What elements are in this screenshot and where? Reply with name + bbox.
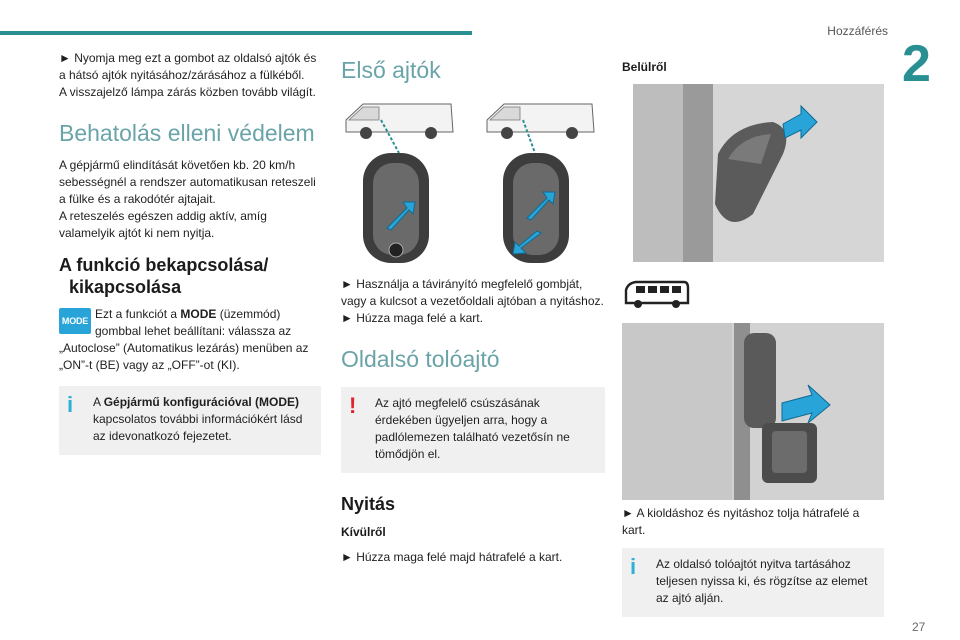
page-header-title: Hozzáférés [827, 24, 888, 38]
heading-sliding-door: Oldalsó tolóajtó [341, 346, 500, 372]
heading-toggle [59, 254, 321, 298]
heading-inside: Belülről [622, 60, 667, 74]
heading-toggle-line1: A funkció bekapcsolása/ [59, 255, 269, 275]
heading-protection: Behatolás elleni védelem [59, 120, 315, 146]
intro-text: ► Nyomja meg ezt a gombot az oldalsó ajtók és a hátsó ajtók nyitásához/zárásához a fülkéből. [59, 51, 317, 82]
van-icon [487, 104, 594, 139]
column-left [59, 50, 321, 455]
page-number: 27 [912, 620, 926, 634]
protection-text-1: A gépjármű elindítását követően kb. 20 km/h sebességnél a rendszer automatikusan reteszeli a fülke és a rakodótér ajtajait. [59, 158, 316, 206]
heading-outside: Kívülről [341, 525, 386, 539]
info-note-sliding-text: Az oldalsó tolóajtót nyitva tartásához teljesen nyissa ki, és rögzítse az elemet az ajtó alján. [656, 557, 868, 605]
front-text-2: ► Húzza maga felé a kart. [341, 311, 483, 325]
intro-text-2: A visszajelző lámpa zárás közben tovább világít. [59, 85, 316, 99]
warning-icon: ! [349, 393, 357, 418]
mode-icon: MODE [59, 308, 91, 334]
warning-note-text: Az ajtó megfelelő csúszásának érdekében ügyeljen arra, hogy a padlólemezen található vezetősín ne tömődjön el. [375, 396, 570, 461]
protection-text-2: A reteszelés egészen addig aktív, amíg valamelyik ajtót ki nem nyitja. [59, 209, 267, 240]
front-text-1: ► Használja a távirányító megfelelő gombját, vagy a kulcsot a vezetőoldali ajtóban a nyitáshoz. [341, 277, 604, 308]
toggle-paragraph [59, 306, 321, 374]
inside-text-block [622, 505, 884, 617]
van-icon [346, 104, 453, 139]
heading-toggle-line2: kikapcsolása [69, 277, 182, 297]
info-text-c: kapcsolatos további információkért lásd az idevonatkozó fejezetet. [93, 412, 303, 443]
header-accent-bar [0, 31, 472, 35]
inside-handle-image [633, 84, 884, 262]
chapter-number: 2 [902, 35, 931, 93]
door-handle-right [503, 153, 569, 263]
minibus-icon [622, 278, 692, 310]
door-handle-left [363, 153, 429, 263]
info-note-mode [59, 386, 321, 455]
column-right [622, 50, 884, 74]
sliding-door-handle-image [622, 323, 884, 500]
column-middle [341, 50, 605, 566]
warning-note [341, 387, 605, 473]
info-icon: i [630, 554, 637, 579]
sliding-handle-svg [622, 323, 884, 500]
heading-front-doors: Első ajtók [341, 57, 441, 83]
info-note-sliding [622, 548, 884, 617]
inside-handle-svg [633, 84, 884, 262]
info-icon: i [67, 392, 74, 417]
front-door-svg [341, 98, 605, 268]
front-door-illustrations [341, 98, 605, 268]
toggle-text-mode: MODE [180, 307, 217, 321]
info-note-text [69, 394, 311, 445]
inside-text: ► A kioldáshoz és nyitáshoz tolja hátrafelé a kart. [622, 506, 860, 537]
outside-text: ► Húzza maga felé majd hátrafelé a kart. [341, 550, 563, 564]
info-text-b: Gépjármű konfigurációval (MODE) [103, 395, 300, 409]
toggle-text-c: (üzemmód) gombbal lehet beállítani: válassza az „Autoclose” (Automatikus lezárás) menüben az „ON”-t (BE) vagy az „OFF”-ot (KI). [59, 307, 309, 372]
toggle-text-a: Ezt a funkciót a [95, 307, 181, 321]
heading-opening: Nyitás [341, 494, 396, 514]
info-text-a: A [93, 395, 104, 409]
